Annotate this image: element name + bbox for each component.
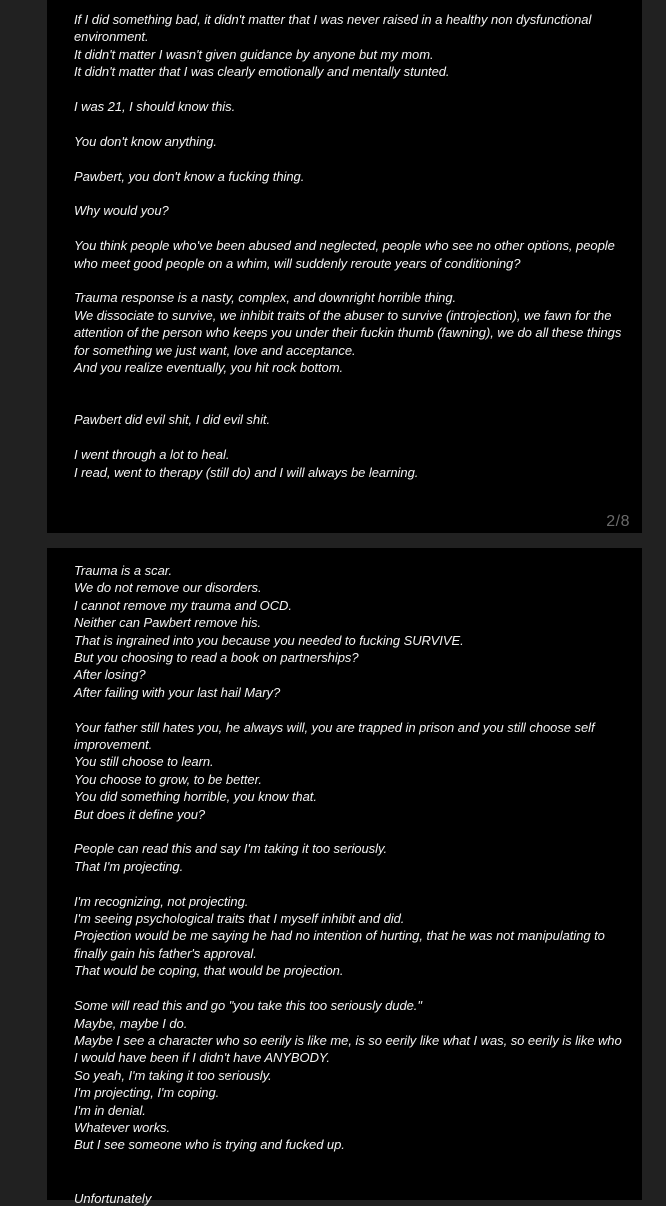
paragraph: Trauma is a scar. We do not remove our disorders. I cannot remove my trauma and OCD. Neither can Pawbert remove his. That is ingrained into you because you needed to fucking SURVIVE. But you choosing to read a book on partnerships? After losing? After failing with your last hail Mary?	[74, 563, 464, 700]
paragraph: Some will read this and go "you take this too seriously dude." Maybe, maybe I do. Maybe I see a character who so eerily is like me, is so eerily like what I was, so eerily is like who I would have been if I didn't have ANYBODY. So yeah, I'm taking it too seriously. I'm projecting, I'm coping. I'm in denial. Whatever works. But I see someone who is trying and fucked up.	[74, 998, 622, 1153]
paragraph: You don't know anything.	[74, 133, 217, 149]
text-card-page-3	[47, 548, 642, 1206]
cutoff-text-line	[74, 1191, 152, 1206]
paragraph: Trauma response is a nasty, complex, and downright horrible thing. We dissociate to survive, we inhibit traits of the abuser to survive (introjection), we fawn for the attention of the person who keeps you under their fuckin thumb (fawning), we do all these things for something we just want, love and acceptance. And you realize eventually, you hit rock bottom.	[74, 290, 622, 376]
paragraph: Pawbert, you don't know a fucking thing.	[74, 168, 305, 184]
paragraph: I went through a lot to heal. I read, went to therapy (still do) and I will always be learning.	[74, 447, 419, 480]
text-card-page-2	[47, 0, 642, 533]
card-text-body	[74, 562, 626, 1154]
paragraph: Pawbert did evil shit, I did evil shit.	[74, 412, 271, 428]
paragraph: I'm recognizing, not projecting. I'm seeing psychological traits that I myself inhibit and did. Projection would be me saying he had no intention of hurting, that he was not manipulating to finally gain his father's approval. That would be coping, that would be projection.	[74, 893, 605, 979]
paragraph: If I did something bad, it didn't matter that I was never raised in a healthy non dysfunctional environment. It didn't matter I wasn't given guidance by anyone but my mom. It didn't matter that I was clearly emotionally and mentally stunted.	[74, 12, 592, 80]
paragraph: Your father still hates you, he always will, you are trapped in prison and you still choose self improvement. You still choose to learn. You choose to grow, to be better. You did something horrible, you know that. But does it define you?	[74, 719, 595, 822]
paragraph: You think people who've been abused and neglected, people who see no other options, people who meet good people on a whim, will suddenly reroute years of conditioning?	[74, 238, 615, 271]
page-indicator: 2/8	[606, 513, 630, 530]
paragraph: I was 21, I should know this.	[74, 99, 236, 115]
card-text-body	[74, 11, 626, 481]
paragraph: People can read this and say I'm taking it too seriously. That I'm projecting.	[74, 841, 388, 874]
cutoff-text: Unfortunately	[74, 1191, 152, 1206]
paragraph: Why would you?	[74, 203, 169, 219]
